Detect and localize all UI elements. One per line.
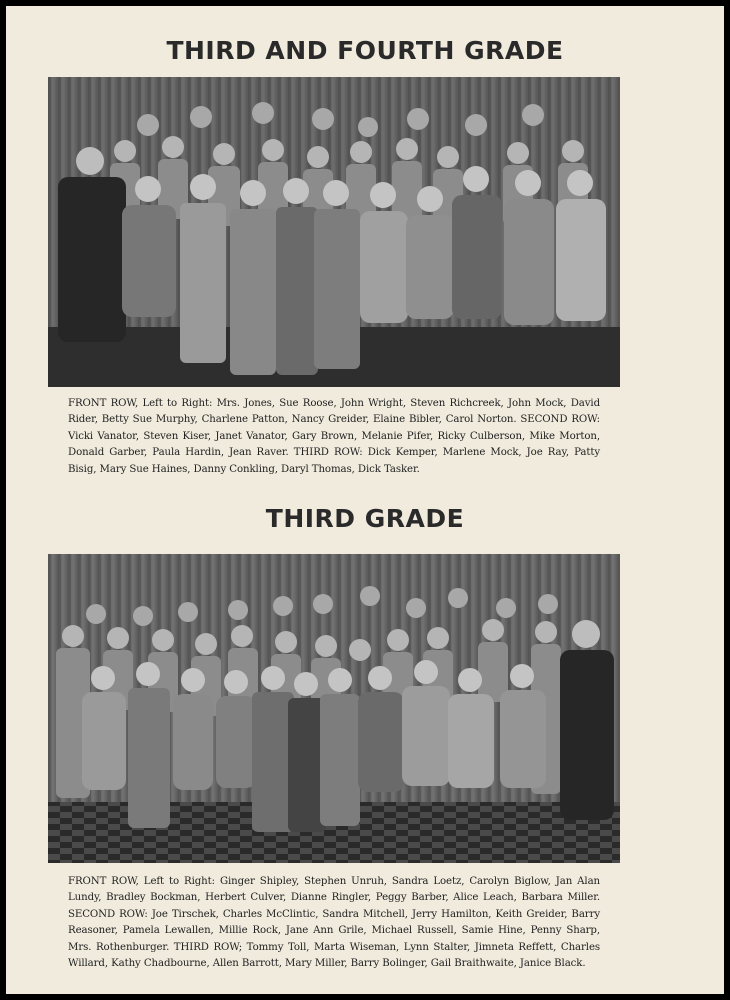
photo-placeholder-1 xyxy=(48,77,620,387)
yearbook-page xyxy=(6,6,724,994)
section-heading-third-grade: THIRD GRADE xyxy=(265,504,465,533)
class-photo-third-grade xyxy=(48,554,620,863)
class-photo-third-fourth-grade xyxy=(48,77,620,387)
photo-caption-third-fourth-grade: FRONT ROW, Left to Right: Mrs. Jones, Sue Roose, John Wright, Steven Richcreek, John Mock, David Rider, Betty Sue Murphy, Charlene Patton, Nancy Greider, Elaine Bibler, Carol Norton. SECOND ROW: Vicki Vanator, Steven Kiser, Janet Vanator, Gary Brown, Melanie Pifer, Ricky Culberson, Mike Morton, Donald Garber, Paula Hardin, Jean Raver. THIRD ROW: Dick Kemper, Marlene Mock, Joe Ray, Patty Bisig, Mary Sue Haines, Danny Conkling, Daryl Thomas, Dick Tasker. xyxy=(68,398,600,475)
photo-caption-third-grade: FRONT ROW, Left to Right: Ginger Shipley, Stephen Unruh, Sandra Loetz, Carolyn Biglow, Jan Alan Lundy, Bradley Bockman, Herbert Culver, Dianne Ringler, Peggy Barber, Alice Leach, Barbara Miller. SECOND ROW: Joe Tirschek, Charles McClintic, Sandra Mitchell, Jerry Hamilton, Keith Greider, Barry Reasoner, Pamela Lewallen, Millie Rock, Jane Ann Grile, Michael Russell, Samie Hine, Penny Sharp, Mrs. Rothenburger. THIRD ROW; Tommy Toll, Marta Wiseman, Lynn Stalter, Jimneta Reffett, Charles Willard, Kathy Chadbourne, Allen Barrott, Mary Miller, Barry Bolinger, Gail Braithwaite, Janice Black. xyxy=(68,876,600,970)
section-heading-third-fourth-grade: THIRD AND FOURTH GRADE xyxy=(166,36,564,65)
photo-placeholder-2 xyxy=(48,554,620,863)
